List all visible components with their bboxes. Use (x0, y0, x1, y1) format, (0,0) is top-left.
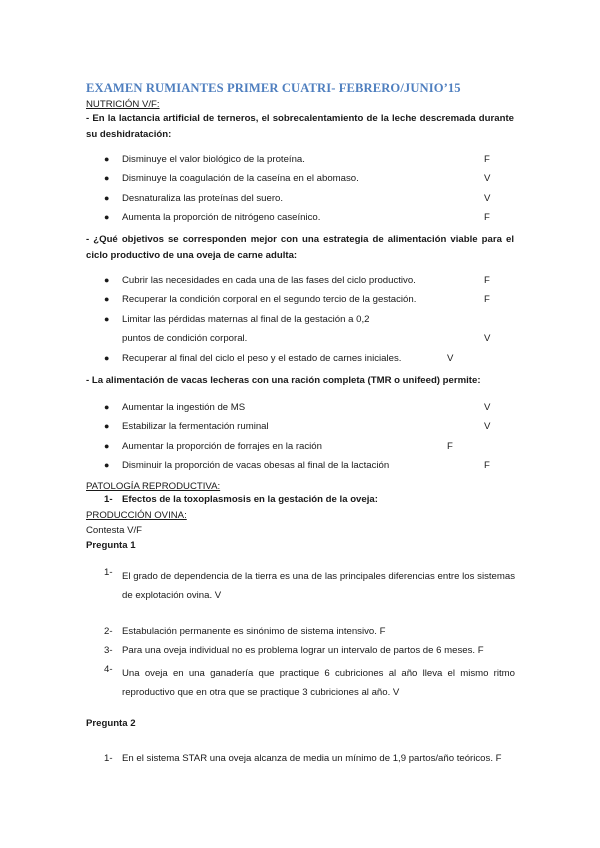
list-item-continuation: puntos de condición corporal. (122, 333, 248, 344)
list-item: Aumentar la ingestión de MS (122, 402, 246, 413)
bullet-icon: ● (104, 275, 110, 285)
list-item: Recuperar al final del ciclo el peso y el estado de carnes iniciales. (122, 353, 402, 364)
bullet-icon: ● (104, 402, 110, 412)
list-number: 4- (104, 664, 113, 675)
bullet-icon: ● (104, 173, 110, 183)
patologia-heading: PATOLOGÍA REPRODUCTIVA: (86, 481, 221, 492)
bullet-icon: ● (104, 441, 110, 451)
list-item: Para una oveja individual no es problema lograr un intervalo de partos de 6 meses. F (122, 645, 484, 656)
answer-label: V (484, 193, 491, 204)
answer-label: V (484, 173, 491, 184)
answer-label: V (484, 402, 491, 413)
list-number: 1- (104, 753, 113, 764)
list-item: Una oveja en una ganadería que practique 6 cubriciones al año lleva el mismo ritmo reproductivo que en otra que se practique 3 cubriciones al año. V (122, 668, 515, 698)
list-item: Disminuye el valor biológico de la proteína. (122, 154, 305, 165)
list-item: Desnaturaliza las proteínas del suero. (122, 193, 284, 204)
bullet-icon: ● (104, 353, 110, 363)
nutricion-q1-text: - En la lactancia artificial de terneros, el sobrecalentamiento de la leche descremada durante su deshidratación: (86, 113, 514, 140)
answer-label: F (447, 441, 453, 452)
bullet-icon: ● (104, 212, 110, 222)
list-item: Aumentar la proporción de forrajes en la ración (122, 441, 322, 452)
list-item: Estabulación permanente es sinónimo de sistema intensivo. F (122, 626, 386, 637)
pregunta-1-label: Pregunta 1 (86, 540, 136, 551)
nutricion-heading: NUTRICIÓN V/F: (86, 99, 160, 110)
produccion-instruction: Contesta V/F (86, 525, 142, 536)
list-item: Estabilizar la fermentación ruminal (122, 421, 269, 432)
list-item: Disminuir la proporción de vacas obesas al final de la lactación (122, 460, 390, 471)
list-item: El grado de dependencia de la tierra es una de las principales diferencias entre los sistemas de explotación ovina. V (122, 571, 515, 601)
patologia-item: Efectos de la toxoplasmosis en la gestación de la oveja: (122, 494, 378, 505)
bullet-icon: ● (104, 294, 110, 304)
list-item: En el sistema STAR una oveja alcanza de media un mínimo de 1,9 partos/año teóricos. F (122, 753, 502, 764)
list-number: 3- (104, 645, 113, 656)
bullet-icon: ● (104, 154, 110, 164)
bullet-icon: ● (104, 314, 110, 324)
answer-label: V (447, 353, 454, 364)
list-number: 1- (104, 567, 113, 578)
bullet-icon: ● (104, 193, 110, 203)
answer-label: V (484, 333, 491, 344)
nutricion-q2-text: - ¿Qué objetivos se corresponden mejor con una estrategia de alimentación viable para el ciclo productivo de una oveja de carne adulta: (86, 234, 514, 261)
answer-label: F (484, 460, 490, 471)
list-number: 2- (104, 626, 113, 637)
list-item: Aumenta la proporción de nitrógeno caseínico. (122, 212, 321, 223)
list-item: Cubrir las necesidades en cada una de las fases del ciclo productivo. (122, 275, 416, 286)
list-item: Limitar las pérdidas maternas al final de la gestación a 0,2 (122, 314, 370, 325)
bullet-icon: ● (104, 460, 110, 470)
answer-label: F (484, 294, 490, 305)
page-title: EXAMEN RUMIANTES PRIMER CUATRI- FEBRERO/JUNIO’15 (86, 81, 461, 95)
list-item: Disminuye la coagulación de la caseína en el abomaso. (122, 173, 359, 184)
answer-label: F (484, 154, 490, 165)
produccion-heading: PRODUCCIÓN OVINA: (86, 510, 187, 521)
list-item: Recuperar la condición corporal en el segundo tercio de la gestación. (122, 294, 417, 305)
answer-label: V (484, 421, 491, 432)
answer-label: F (484, 275, 490, 286)
pregunta-2-label: Pregunta 2 (86, 718, 136, 729)
bullet-icon: ● (104, 421, 110, 431)
nutricion-q3-text: - La alimentación de vacas lecheras con una ración completa (TMR o unifeed) permite: (86, 375, 481, 386)
answer-label: F (484, 212, 490, 223)
list-number: 1- (104, 494, 113, 505)
